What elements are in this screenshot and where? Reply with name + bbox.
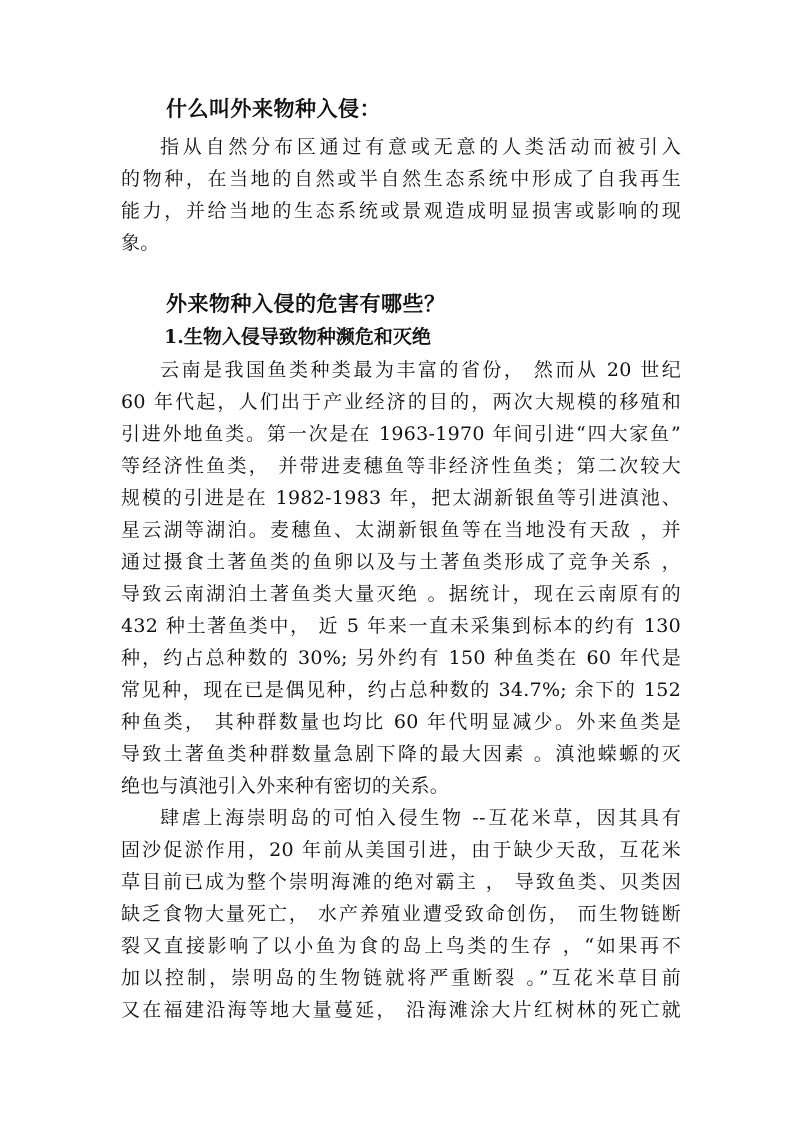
paragraph-line: 草目前已成为整个崇明海滩的绝对霸主 ， 导致鱼类、贝类因 (121, 871, 681, 893)
paragraph-line: 常见种，现在已是偶见种，约占总种数的 34.7%; 余下的 152 (121, 679, 681, 701)
paragraph-line: 固沙促淤作用，20 年前从美国引进，由于缺少天敌，互花米 (121, 839, 681, 861)
paragraph-line: 导致土著鱼类种群数量急剧下降的最大因素 。滇池蝾螈的灭 (121, 743, 681, 765)
paragraph-line: 通过摄食土著鱼类的鱼卵以及与土著鱼类形成了竞争关系 ， (121, 551, 681, 573)
paragraph-line: 引进外地鱼类。第一次是在 1963-1970 年间引进“四大家鱼” (121, 423, 681, 445)
definition-line: 能力，并给当地的生态系统或景观造成明显损害或影响的现 (121, 200, 681, 222)
heading-harms: 外来物种入侵的危害有哪些？ (166, 291, 446, 316)
paragraph-line: 规模的引进是在 1982-1983 年，把太湖新银鱼等引进滇池、 (121, 487, 681, 509)
paragraph-line: 种，约占总种数的 30%; 另外约有 150 种鱼类在 60 年代是 (121, 647, 681, 669)
paragraph-line: 导致云南湖泊土著鱼类大量灭绝 。据统计，现在云南原有的 (121, 583, 681, 605)
paragraph-line: 等经济性鱼类， 并带进麦穗鱼等非经济性鱼类；第二次较大 (121, 455, 681, 477)
paragraph-line: 裂又直接影响了以小鱼为食的岛上鸟类的生存 ，“如果再不 (121, 935, 681, 957)
subheading-extinction: 1.生物入侵导致物种濒危和灭绝 (164, 326, 431, 348)
paragraph-line: 肆虐上海崇明岛的可怕入侵生物 --互花米草，因其具有 (160, 807, 681, 829)
paragraph-line: 种鱼类， 其种群数量也均比 60 年代明显减少。外来鱼类是 (121, 711, 681, 733)
paragraph-line: 又在福建沿海等地大量蔓延， 沿海滩涂大片红树林的死亡就 (121, 999, 681, 1021)
paragraph-line: 432 种土著鱼类中， 近 5 年来一直未采集到标本的约有 130 (121, 615, 681, 637)
definition-line: 的物种，在当地的自然或半自然生态系统中形成了自我再生 (121, 168, 681, 190)
paragraph-line: 云南是我国鱼类种类最为丰富的省份， 然而从 20 世纪 (160, 359, 681, 381)
paragraph-line: 星云湖等湖泊。麦穗鱼、太湖新银鱼等在当地没有天敌 ，并 (121, 519, 681, 541)
heading-definition: 什么叫外来物种入侵： (166, 96, 381, 121)
paragraph-line: 加以控制，崇明岛的生物链就将严重断裂 。”互花米草目前 (121, 967, 681, 989)
definition-line: 指从自然分布区通过有意或无意的人类活动而被引入 (160, 136, 681, 158)
definition-line: 象。 (121, 232, 160, 254)
paragraph-line: 缺乏食物大量死亡， 水产养殖业遭受致命创伤， 而生物链断 (121, 903, 681, 925)
paragraph-line: 60 年代起，人们出于产业经济的目的，两次大规模的移殖和 (121, 391, 681, 413)
paragraph-line: 绝也与滇池引入外来种有密切的关系。 (121, 775, 450, 797)
